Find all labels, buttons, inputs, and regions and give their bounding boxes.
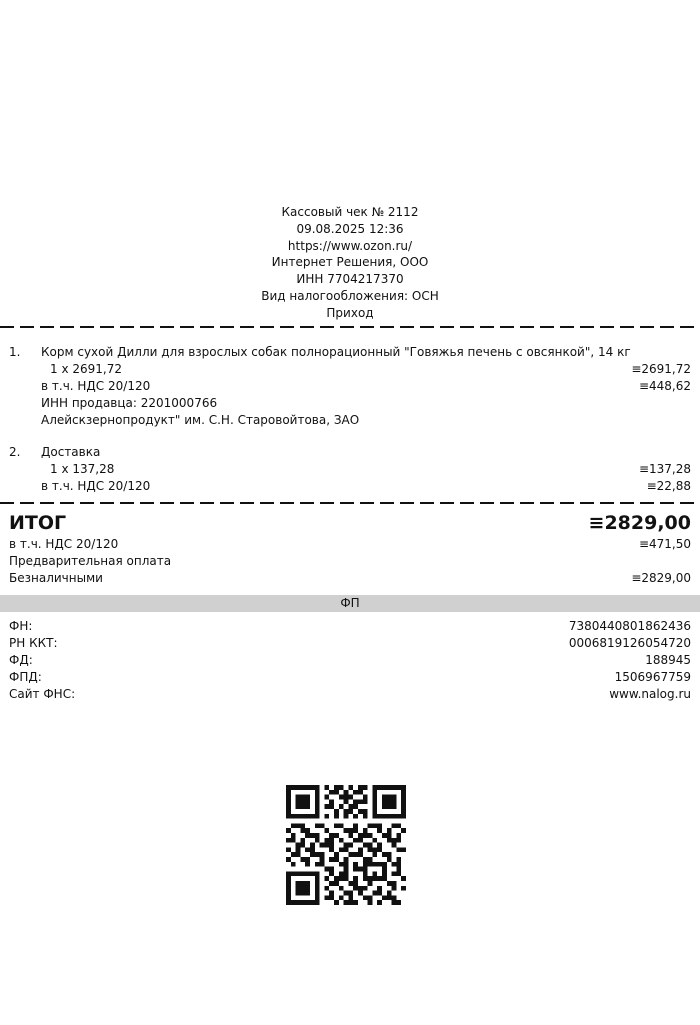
fiscal-row (0, 635, 700, 652)
item-vat-label: в т.ч. НДС 20/120 (41, 479, 151, 493)
total-vat-value: ≡471,50 (638, 537, 691, 551)
company-name: Интернет Решения, ООО (271, 255, 429, 270)
fiscal-value: 1506967759 (614, 670, 691, 684)
fiscal-row (0, 618, 700, 635)
fiscal-label: ФД: (9, 653, 33, 667)
qr-code-icon (286, 785, 406, 905)
cashless-label: Безналичными (9, 571, 103, 585)
seller-site: https://www.ozon.ru/ (287, 238, 413, 253)
item-sum: ≡137,28 (638, 462, 691, 476)
item-vat-label: в т.ч. НДС 20/120 (41, 379, 151, 393)
fiscal-label: ФПД: (9, 670, 42, 684)
fiscal-value: 7380440801862436 (568, 619, 691, 633)
fp-bar: ФП (0, 595, 700, 612)
tax-system: Вид налогообложения: ОСН (261, 288, 439, 303)
fiscal-value: 188945 (645, 653, 691, 667)
divider (0, 502, 700, 504)
receipt-header (0, 204, 700, 322)
item-sum: ≡2691,72 (631, 362, 691, 376)
divider (0, 326, 700, 328)
total-label: ИТОГ (9, 512, 67, 534)
item-vat-sum: ≡448,62 (638, 379, 691, 393)
item-number: 1. (9, 345, 21, 359)
total-value: ≡2829,00 (588, 512, 691, 534)
fiscal-label: РН ККТ: (9, 636, 58, 650)
cashless-value: ≡2829,00 (631, 571, 691, 585)
prepayment-label: Предварительная оплата (9, 554, 172, 568)
item-name: Доставка (41, 445, 101, 459)
fiscal-row (0, 652, 700, 669)
fiscal-value: 0006819126054720 (568, 636, 691, 650)
receipt-datetime: 09.08.2025 12:36 (296, 221, 404, 236)
item-vat-sum: ≡22,88 (646, 479, 691, 493)
totals-section (0, 511, 700, 587)
item-name: Корм сухой Дилли для взрослых собак полнорационный "Говяжья печень с овсянкой", 14 кг (41, 345, 631, 359)
operation-type: Приход (326, 305, 374, 320)
fiscal-label: Сайт ФНС: (9, 687, 76, 701)
item-number: 2. (9, 445, 21, 459)
item-qty-price: 1 x 137,28 (50, 462, 115, 476)
line-item (0, 444, 700, 495)
company-inn: ИНН 7704217370 (296, 272, 404, 287)
fiscal-value: www.nalog.ru (609, 687, 691, 701)
total-vat-label: в т.ч. НДС 20/120 (9, 537, 119, 551)
item-qty-price: 1 x 2691,72 (50, 362, 122, 376)
seller-name: Алейскзернопродукт" им. С.Н. Старовойтова, ЗАО (41, 413, 360, 427)
receipt-title: Кассовый чек № 2112 (281, 205, 419, 219)
seller-inn: ИНН продавца: 2201000766 (41, 396, 218, 410)
fiscal-row (0, 686, 700, 703)
fiscal-data (0, 618, 700, 703)
fiscal-row (0, 669, 700, 686)
line-item (0, 344, 700, 429)
fiscal-label: ФН: (9, 619, 33, 633)
